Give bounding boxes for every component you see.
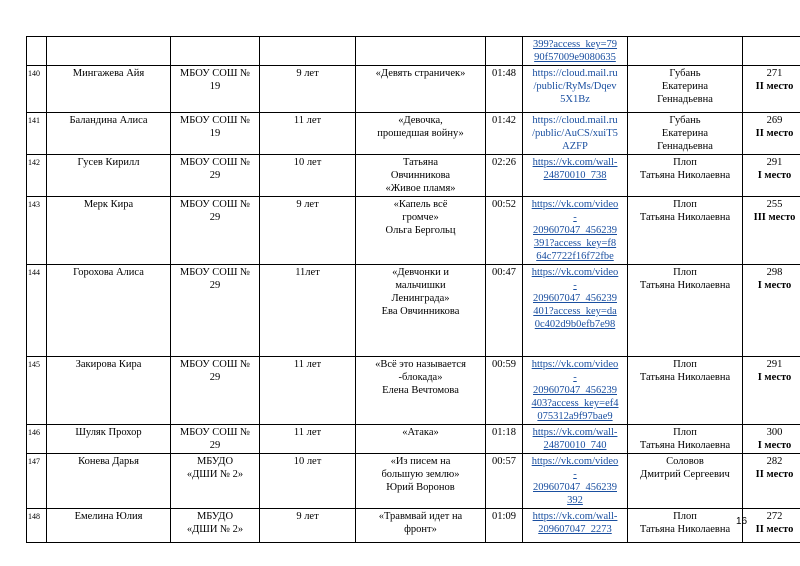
- teacher-line: Плоп: [673, 199, 697, 210]
- table-row-fragment: [27, 37, 800, 66]
- teacher-line: Дмитрий Сергеевич: [640, 469, 730, 480]
- cell-link[interactable]: [523, 454, 628, 509]
- link-line: https://cloud.mail.ru: [532, 68, 618, 79]
- school-line: МБОУ СОШ №: [179, 199, 251, 210]
- cell-link[interactable]: [523, 155, 628, 197]
- cell-school: [171, 197, 260, 265]
- cell-row-number: 147: [27, 454, 47, 509]
- cell-link-fragment[interactable]: [523, 37, 628, 66]
- cell-empty: [486, 37, 523, 66]
- cell-teacher: [628, 454, 743, 509]
- link-line: 392: [567, 495, 583, 506]
- place: II место: [755, 469, 794, 480]
- teacher-line: Екатерина: [661, 128, 709, 139]
- title-line: Ленинграда»: [391, 293, 450, 304]
- cell-row-number: 143: [27, 197, 47, 265]
- cell-link[interactable]: [523, 66, 628, 113]
- link-line: 391?access_key=f8: [533, 238, 617, 249]
- school-line: «ДШИ № 2»: [186, 469, 244, 480]
- teacher-line: Плоп: [673, 427, 697, 438]
- title-line: «Атака»: [402, 427, 439, 438]
- cell-work-title: [356, 155, 486, 197]
- title-line: фронт»: [404, 524, 437, 535]
- cell-empty: [628, 37, 743, 66]
- score: 291: [766, 157, 783, 168]
- table-row: [27, 425, 800, 454]
- link-line: 401?access_key=da: [533, 306, 617, 317]
- cell-row-number: 140: [27, 66, 47, 113]
- title-line: Елена Вечтомова: [382, 385, 459, 396]
- cell-result: [743, 66, 800, 113]
- title-line: громче»: [402, 212, 439, 223]
- school-line: 29: [209, 212, 221, 223]
- cell-participant-name: Мингажева Айя: [47, 66, 171, 113]
- link-line: 209607047_456239: [533, 385, 617, 396]
- cell-age: 9 лет: [260, 509, 356, 543]
- title-line: Юрий Воронов: [386, 482, 455, 493]
- cell-duration: 02:26: [486, 155, 523, 197]
- cell-link[interactable]: [523, 197, 628, 265]
- cell-result: [743, 265, 800, 357]
- cell-work-title: [356, 197, 486, 265]
- cell-result: [743, 425, 800, 454]
- title-line: прошедшая войну»: [377, 128, 464, 139]
- place: II место: [755, 81, 794, 92]
- cell-row-number: 141: [27, 113, 47, 155]
- title-line: Татьяна: [402, 157, 439, 168]
- video-link[interactable]: [532, 267, 619, 330]
- link-line: 24870010_738: [543, 170, 607, 181]
- link-line: https://vk.com/wall-: [532, 427, 618, 438]
- cell-age: 11 лет: [260, 113, 356, 155]
- cell-duration: 00:59: [486, 357, 523, 425]
- score: 298: [766, 267, 783, 278]
- cell-age: 10 лет: [260, 155, 356, 197]
- cell-duration: 00:47: [486, 265, 523, 357]
- video-link[interactable]: [533, 427, 618, 451]
- school-line: «ДШИ № 2»: [186, 524, 244, 535]
- cell-participant-name: Гусев Кирилл: [47, 155, 171, 197]
- link-line: 209607047_456239: [533, 482, 617, 493]
- school-line: МБОУ СОШ №: [179, 157, 251, 168]
- cell-result: [743, 357, 800, 425]
- school-line: МБУДО: [196, 511, 234, 522]
- place: III место: [753, 212, 796, 223]
- link-line: -: [573, 212, 577, 223]
- link-line: https://vk.com/video: [531, 359, 619, 370]
- cell-teacher: [628, 509, 743, 543]
- cell-empty: [260, 37, 356, 66]
- cell-school: [171, 66, 260, 113]
- cell-participant-name: Закирова Кира: [47, 357, 171, 425]
- cell-empty: [171, 37, 260, 66]
- title-line: Ольга Бергольц: [385, 225, 456, 236]
- cell-row-number: 145: [27, 357, 47, 425]
- link-line: 209607047_456239: [533, 293, 617, 304]
- teacher-line: Плоп: [673, 267, 697, 278]
- cell-work-title: [356, 265, 486, 357]
- cell-school: [171, 509, 260, 543]
- cell-age: 9 лет: [260, 66, 356, 113]
- cell-school: [171, 113, 260, 155]
- title-line: «Девочка,: [398, 115, 443, 126]
- video-link[interactable]: [532, 115, 618, 152]
- title-line: «Травмвай идет на: [378, 511, 463, 522]
- cell-result: [743, 197, 800, 265]
- title-line: Овчинникова: [390, 170, 451, 181]
- link-line: https://vk.com/wall-: [532, 511, 618, 522]
- cell-age: 10 лет: [260, 454, 356, 509]
- teacher-line: Татьяна Николаевна: [639, 170, 731, 181]
- cell-result: [743, 113, 800, 155]
- teacher-line: Геннадьевна: [657, 94, 713, 105]
- teacher-line: Плоп: [673, 359, 697, 370]
- link-line: -: [573, 469, 577, 480]
- page-number: 16: [736, 516, 748, 527]
- cell-school: [171, 425, 260, 454]
- cell-row-number: 148: [27, 509, 47, 543]
- school-line: 19: [209, 128, 221, 139]
- place: I место: [757, 440, 792, 451]
- score: 269: [766, 115, 783, 126]
- school-line: МБОУ СОШ №: [179, 427, 251, 438]
- cell-teacher: [628, 265, 743, 357]
- title-line: большую землю»: [381, 469, 460, 480]
- cell-participant-name: Горохова Алиса: [47, 265, 171, 357]
- cell-work-title: [356, 113, 486, 155]
- link-line: 209607047_2273: [538, 524, 612, 535]
- cell-row-number: 144: [27, 265, 47, 357]
- link-line: /public/AuCS/xuiT5: [532, 128, 618, 139]
- table-row: [27, 454, 800, 509]
- cell-school: [171, 155, 260, 197]
- link-line: 64c7722f16f72fbe: [536, 251, 614, 262]
- cell-empty: [47, 37, 171, 66]
- cell-teacher: [628, 66, 743, 113]
- results-table-body: [27, 37, 800, 543]
- cell-teacher: [628, 155, 743, 197]
- teacher-line: Татьяна Николаевна: [639, 440, 731, 451]
- cell-work-title: [356, 66, 486, 113]
- table-row: [27, 197, 800, 265]
- teacher-line: Татьяна Николаевна: [639, 280, 731, 291]
- title-line: «Капель всё: [393, 199, 448, 210]
- place: I место: [757, 170, 792, 181]
- video-link[interactable]: [533, 157, 618, 181]
- cell-duration: 01:18: [486, 425, 523, 454]
- cell-link[interactable]: [523, 357, 628, 425]
- title-line: -блокада»: [398, 372, 443, 383]
- table-row: [27, 265, 800, 357]
- school-line: 19: [209, 81, 221, 92]
- teacher-line: Татьяна Николаевна: [639, 212, 731, 223]
- place: II место: [755, 524, 794, 535]
- video-link[interactable]: [533, 511, 618, 535]
- cell-duration: 01:42: [486, 113, 523, 155]
- link-line: https://vk.com/video: [531, 456, 619, 467]
- table-row: [27, 509, 800, 543]
- video-link[interactable]: [532, 456, 619, 506]
- cell-teacher: [628, 425, 743, 454]
- score: 282: [766, 456, 783, 467]
- cell-age: 11лет: [260, 265, 356, 357]
- table-row: [27, 113, 800, 155]
- place: I место: [757, 280, 792, 291]
- link-line: https://cloud.mail.ru: [532, 115, 618, 126]
- link-line: AZFP: [562, 141, 588, 152]
- table-row: [27, 66, 800, 113]
- title-line: «Всё это называется: [375, 359, 466, 370]
- cell-age: 11 лет: [260, 425, 356, 454]
- table-row: [27, 357, 800, 425]
- link-line: 5X1Bz: [560, 94, 590, 105]
- cell-work-title: [356, 509, 486, 543]
- cell-school: [171, 357, 260, 425]
- cell-duration: 00:52: [486, 197, 523, 265]
- cell-participant-name: Емелина Юлия: [47, 509, 171, 543]
- cell-age: 11 лет: [260, 357, 356, 425]
- school-line: 29: [209, 170, 221, 181]
- title-line: «Из писем на: [390, 456, 451, 467]
- table-row: [27, 155, 800, 197]
- link-line: -: [573, 280, 577, 291]
- school-line: 29: [209, 280, 221, 291]
- teacher-line: Губань: [669, 68, 701, 79]
- teacher-line: Геннадьевна: [657, 141, 713, 152]
- cell-row-number: 142: [27, 155, 47, 197]
- teacher-line: Соловов: [666, 456, 704, 467]
- cell-duration: 01:48: [486, 66, 523, 113]
- cell-result: [743, 155, 800, 197]
- teacher-line: Татьяна Николаевна: [639, 524, 731, 535]
- cell-teacher: [628, 357, 743, 425]
- cell-link[interactable]: [523, 425, 628, 454]
- cell-empty: [743, 37, 800, 66]
- cell-row-number: 146: [27, 425, 47, 454]
- link-line: 403?access_key=ef4: [531, 398, 619, 409]
- school-line: МБУДО: [196, 456, 234, 467]
- link-line: 209607047_456239: [533, 225, 617, 236]
- link-line: /public/RyMs/Dqev: [533, 81, 617, 92]
- title-line: мальчишки: [395, 280, 446, 291]
- link-line: 075312a9f97bae9: [537, 411, 613, 422]
- cell-link[interactable]: [523, 509, 628, 543]
- link-line: https://vk.com/video: [531, 267, 619, 278]
- cell-teacher: [628, 113, 743, 155]
- cell-work-title: [356, 425, 486, 454]
- school-line: МБОУ СОШ №: [179, 68, 251, 79]
- title-line: «Живое пламя»: [385, 183, 456, 194]
- title-line: Ева Овчинникова: [381, 306, 460, 317]
- cell-link[interactable]: [523, 265, 628, 357]
- cell-participant-name: Шуляк Прохор: [47, 425, 171, 454]
- cell-participant-name: Баландина Алиса: [47, 113, 171, 155]
- place: II место: [755, 128, 794, 139]
- teacher-line: Екатерина: [661, 81, 709, 92]
- school-line: 29: [209, 440, 221, 451]
- video-link[interactable]: [532, 359, 619, 422]
- score: 291: [766, 359, 783, 370]
- school-line: МБОУ СОШ №: [179, 359, 251, 370]
- link-line: 399?access_key=79: [532, 39, 618, 50]
- cell-result: [743, 509, 800, 543]
- cell-empty: [27, 37, 47, 66]
- cell-duration: 01:09: [486, 509, 523, 543]
- score: 271: [766, 68, 783, 79]
- cell-empty: [356, 37, 486, 66]
- score: 300: [766, 427, 783, 438]
- link-line: https://vk.com/wall-: [532, 157, 618, 168]
- title-line: «Девять страничек»: [375, 68, 466, 79]
- link-line: -: [573, 372, 577, 383]
- school-line: МБОУ СОШ №: [179, 267, 251, 278]
- cell-work-title: [356, 454, 486, 509]
- cell-link[interactable]: [523, 113, 628, 155]
- teacher-line: Татьяна Николаевна: [639, 372, 731, 383]
- link-line: 0c402d9b0efb7e98: [534, 319, 616, 330]
- cell-school: [171, 265, 260, 357]
- teacher-line: Плоп: [673, 511, 697, 522]
- link-line: 90f57009e9080635: [534, 52, 616, 63]
- cell-result: [743, 454, 800, 509]
- link-line: 24870010_740: [543, 440, 607, 451]
- video-link[interactable]: [532, 68, 617, 105]
- school-line: 29: [209, 372, 221, 383]
- video-link[interactable]: [533, 39, 617, 63]
- cell-duration: 00:57: [486, 454, 523, 509]
- cell-participant-name: Конева Дарья: [47, 454, 171, 509]
- place: I место: [757, 372, 792, 383]
- title-line: «Девчонки и: [392, 267, 449, 278]
- link-line: https://vk.com/video: [531, 199, 619, 210]
- cell-participant-name: Мерк Кира: [47, 197, 171, 265]
- teacher-line: Плоп: [673, 157, 697, 168]
- cell-teacher: [628, 197, 743, 265]
- video-link[interactable]: [532, 199, 619, 262]
- score: 255: [766, 199, 783, 210]
- teacher-line: Губань: [669, 115, 701, 126]
- cell-age: 9 лет: [260, 197, 356, 265]
- school-line: МБОУ СОШ №: [179, 115, 251, 126]
- results-table: [26, 36, 800, 543]
- score: 272: [766, 511, 783, 522]
- cell-work-title: [356, 357, 486, 425]
- cell-school: [171, 454, 260, 509]
